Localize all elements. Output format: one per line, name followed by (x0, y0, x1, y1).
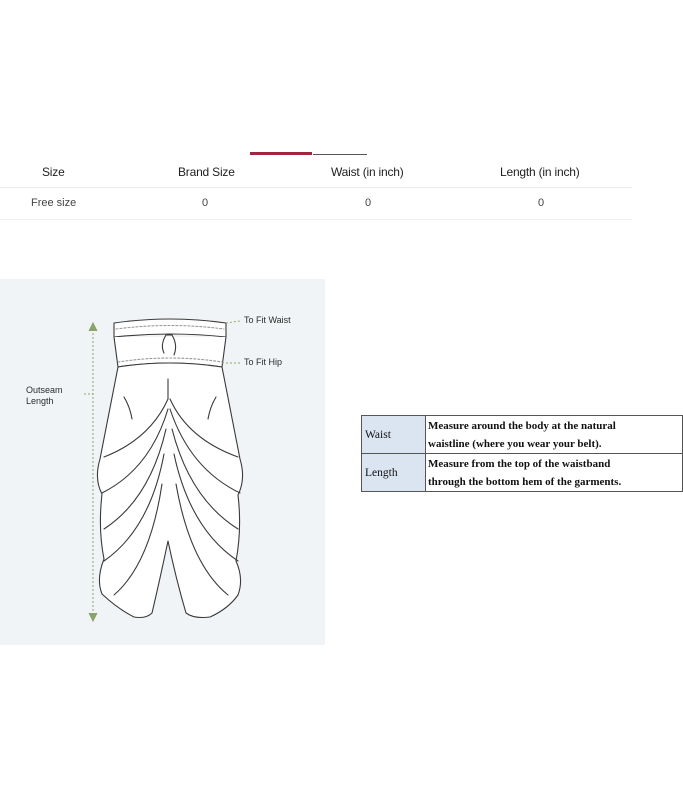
measurement-guide-table (361, 415, 683, 492)
description-length (426, 454, 683, 492)
label-outseam-length: Outseam Length (26, 385, 63, 406)
pants-outline (97, 363, 242, 618)
cell-waist: 0 (365, 197, 372, 209)
term-length: Length (362, 454, 426, 492)
description-line: through the bottom hem of the garments. (428, 475, 622, 488)
table-row (0, 188, 632, 220)
active-tab-indicator (250, 152, 312, 155)
label-to-fit-waist: To Fit Waist (244, 315, 291, 325)
header-waist: Waist (in inch) (331, 165, 404, 179)
waist-leader (226, 321, 240, 323)
cell-length: 0 (538, 197, 545, 209)
table-row (362, 416, 683, 454)
cell-size: Free size (31, 197, 77, 209)
dhoti-pants-illustration (0, 279, 325, 645)
size-chart-table (0, 158, 632, 220)
table-row (362, 454, 683, 492)
tab-underline (313, 154, 367, 155)
waistband (114, 319, 226, 337)
size-chart-header-row (0, 158, 632, 188)
measurement-diagram (0, 279, 325, 645)
term-waist: Waist (362, 416, 426, 454)
header-length: Length (in inch) (500, 165, 580, 179)
description-line: Measure around the body at the natural (428, 419, 616, 432)
description-waist (426, 416, 683, 454)
description-line: Measure from the top of the waistband (428, 457, 611, 470)
description-line: waistline (where you wear your belt). (428, 437, 602, 450)
outseam-arrow (84, 323, 97, 621)
header-size: Size (42, 165, 65, 179)
label-to-fit-hip: To Fit Hip (244, 357, 283, 367)
header-brand-size: Brand Size (178, 165, 235, 179)
cell-brand-size: 0 (202, 197, 209, 209)
